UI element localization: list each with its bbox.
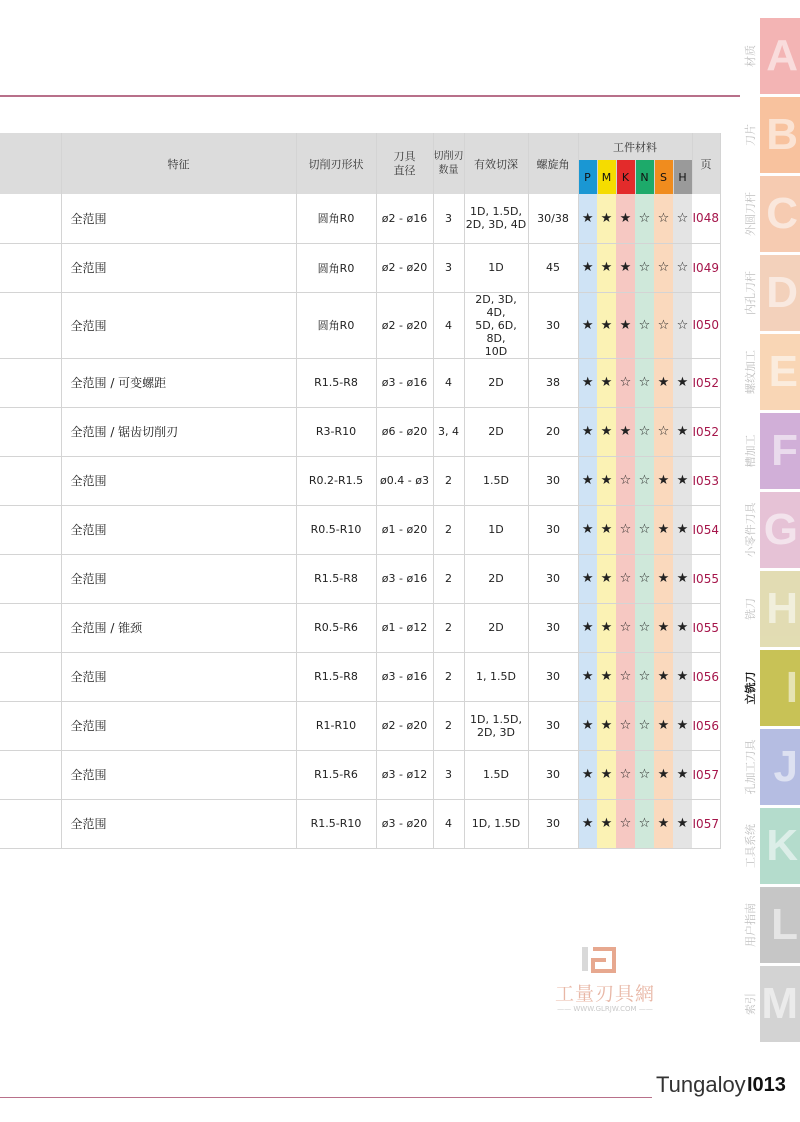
depth-cell: 1.5D	[464, 456, 528, 505]
tab-letter: K	[766, 821, 798, 870]
tool-dia-cell: ø3 - ø20	[376, 799, 433, 848]
tab-letter: M	[761, 979, 798, 1028]
flutes-cell: 4	[433, 292, 464, 358]
rating-h-star-icon: ★	[673, 358, 692, 407]
rating-n-star-icon: ☆	[635, 701, 654, 750]
depth-cell: 2D	[464, 554, 528, 603]
edge-shape-cell: R0.5-R10	[296, 505, 376, 554]
row-blank-cell	[0, 358, 61, 407]
row-blank-cell	[0, 407, 61, 456]
helix-cell: 30/38	[528, 194, 578, 243]
rating-p-star-icon: ★	[578, 505, 597, 554]
tab-letter: G	[763, 505, 798, 554]
table-row	[0, 292, 720, 358]
section-tab-j[interactable]	[744, 729, 800, 805]
tab-label: 立铣刀	[744, 671, 757, 705]
tab-label: 索引	[744, 993, 757, 1015]
depth-cell: 1D	[464, 243, 528, 292]
blank-header-cell	[0, 133, 61, 194]
flutes-cell: 4	[433, 799, 464, 848]
rating-s-star-icon: ★	[654, 554, 673, 603]
rating-n-star-icon: ☆	[635, 243, 654, 292]
flutes-cell: 2	[433, 652, 464, 701]
feature-cell: 全范围	[61, 194, 296, 243]
rating-k-star-icon: ☆	[616, 554, 635, 603]
helix-cell: 30	[528, 750, 578, 799]
table-row	[0, 701, 720, 750]
tool-dia-cell: ø3 - ø16	[376, 358, 433, 407]
rating-p-star-icon: ★	[578, 652, 597, 701]
rating-s-star-icon: ★	[654, 750, 673, 799]
edge-shape-cell: R3-R10	[296, 407, 376, 456]
feature-cell: 全范围 / 可变螺距	[61, 358, 296, 407]
rating-s-star-icon: ★	[654, 603, 673, 652]
rating-k-star-icon: ☆	[616, 358, 635, 407]
helix-cell: 30	[528, 701, 578, 750]
edge-shape-cell: R0.5-R6	[296, 603, 376, 652]
flutes-cell: 3	[433, 750, 464, 799]
rating-s-star-icon: ★	[654, 652, 673, 701]
helix-cell: 30	[528, 292, 578, 358]
tab-label: 内孔刀杆	[744, 271, 757, 315]
flutes-cell: 2	[433, 505, 464, 554]
rating-k-star-icon: ★	[616, 292, 635, 358]
footer-rule	[0, 1097, 652, 1098]
feature-cell: 全范围	[61, 750, 296, 799]
rating-k-star-icon: ★	[616, 243, 635, 292]
depth-cell: 1D	[464, 505, 528, 554]
helix-cell: 30	[528, 799, 578, 848]
flutes-cell: 2	[433, 701, 464, 750]
row-blank-cell	[0, 603, 61, 652]
tab-label: 工具系统	[744, 824, 757, 868]
rating-n-star-icon: ☆	[635, 750, 654, 799]
tool-dia-cell: ø2 - ø20	[376, 701, 433, 750]
feature-cell: 全范围	[61, 652, 296, 701]
feature-header: 特征	[61, 133, 296, 194]
rating-h-star-icon: ★	[673, 652, 692, 701]
rating-h-star-icon: ☆	[673, 243, 692, 292]
rating-k-star-icon: ☆	[616, 701, 635, 750]
flutes-cell: 2	[433, 603, 464, 652]
section-tab-b[interactable]	[744, 97, 800, 173]
feature-cell: 全范围	[61, 292, 296, 358]
rating-h-star-icon: ★	[673, 505, 692, 554]
feature-cell: 全范围 / 锯齿切削刃	[61, 407, 296, 456]
rating-p-star-icon: ★	[578, 407, 597, 456]
flutes-cell: 2	[433, 554, 464, 603]
edge-shape-cell: 圆角R0	[296, 292, 376, 358]
depth-cell: 1, 1.5D	[464, 652, 528, 701]
edge-shape-cell: R1.5-R8	[296, 358, 376, 407]
tab-label: 外圆刀杆	[744, 192, 757, 236]
section-tab-g[interactable]	[744, 492, 800, 568]
page-ref-link[interactable]: I052	[692, 407, 720, 456]
rating-n-star-icon: ☆	[635, 292, 654, 358]
depth-cell: 1D, 1.5D	[464, 799, 528, 848]
tab-letter: H	[766, 584, 798, 633]
tool-dia-cell: ø6 - ø20	[376, 407, 433, 456]
feature-cell: 全范围 / 锥颈	[61, 603, 296, 652]
rating-p-star-icon: ★	[578, 750, 597, 799]
rating-m-star-icon: ★	[597, 652, 616, 701]
tool-dia-header: 刀具 直径	[376, 133, 433, 194]
edge-shape-cell: R1.5-R10	[296, 799, 376, 848]
tab-letter: C	[766, 189, 798, 238]
rating-s-star-icon: ☆	[654, 194, 673, 243]
rating-m-star-icon: ★	[597, 701, 616, 750]
rating-k-star-icon: ☆	[616, 603, 635, 652]
tab-letter: E	[768, 347, 798, 396]
table-row	[0, 603, 720, 652]
rating-m-star-icon: ★	[597, 603, 616, 652]
tool-dia-cell: ø0.4 - ø3	[376, 456, 433, 505]
rating-h-star-icon: ★	[673, 750, 692, 799]
rating-k-star-icon: ☆	[616, 652, 635, 701]
table-row	[0, 505, 720, 554]
depth-cell: 1.5D	[464, 750, 528, 799]
table-row	[0, 358, 720, 407]
depth-header: 有效切深	[464, 133, 528, 194]
tab-label: 小零件刀具	[744, 502, 757, 558]
helix-cell: 38	[528, 358, 578, 407]
rating-n-star-icon: ☆	[635, 603, 654, 652]
rating-s-star-icon: ☆	[654, 292, 673, 358]
tool-dia-cell: ø3 - ø16	[376, 652, 433, 701]
rating-p-star-icon: ★	[578, 456, 597, 505]
section-tab-c[interactable]	[744, 176, 800, 252]
row-blank-cell	[0, 292, 61, 358]
page-ref-link[interactable]: I050	[692, 292, 720, 358]
rating-p-star-icon: ★	[578, 292, 597, 358]
tab-letter: F	[771, 426, 798, 475]
rating-m-star-icon: ★	[597, 750, 616, 799]
watermark	[535, 945, 675, 1025]
section-tab-d[interactable]	[744, 255, 800, 331]
rating-m-star-icon: ★	[597, 358, 616, 407]
rating-n-star-icon: ☆	[635, 554, 654, 603]
edge-shape-cell: R0.2-R1.5	[296, 456, 376, 505]
rating-s-star-icon: ★	[654, 456, 673, 505]
row-blank-cell	[0, 243, 61, 292]
edge-shape-header: 切削刃形状	[296, 133, 376, 194]
section-tab-i[interactable]	[744, 650, 800, 726]
edge-shape-cell: R1-R10	[296, 701, 376, 750]
rating-h-star-icon: ★	[673, 603, 692, 652]
helix-cell: 45	[528, 243, 578, 292]
feature-cell: 全范围	[61, 701, 296, 750]
table-row	[0, 243, 720, 292]
rating-p-star-icon: ★	[578, 554, 597, 603]
watermark-url: —— WWW.GLRJW.COM ——	[557, 1005, 653, 1013]
rating-m-star-icon: ★	[597, 554, 616, 603]
page-ref-link[interactable]: I057	[692, 799, 720, 848]
flutes-cell: 3, 4	[433, 407, 464, 456]
rating-m-star-icon: ★	[597, 407, 616, 456]
rating-s-star-icon: ★	[654, 701, 673, 750]
depth-cell: 2D	[464, 358, 528, 407]
feature-cell: 全范围	[61, 243, 296, 292]
flutes-cell: 3	[433, 243, 464, 292]
tab-label: 用户指南	[744, 903, 757, 947]
depth-cell: 1D, 1.5D, 2D, 3D, 4D	[464, 194, 528, 243]
rating-n-star-icon: ☆	[635, 194, 654, 243]
rating-m-star-icon: ★	[597, 243, 616, 292]
rating-n-star-icon: ☆	[635, 799, 654, 848]
tool-dia-cell: ø2 - ø20	[376, 243, 433, 292]
tab-label: 孔加工刀具	[744, 739, 757, 795]
rating-k-star-icon: ☆	[616, 799, 635, 848]
section-tab-l[interactable]	[744, 887, 800, 963]
section-tab-a[interactable]	[744, 18, 800, 94]
edge-shape-cell: R1.5-R8	[296, 652, 376, 701]
page-ref-link[interactable]: I052	[692, 358, 720, 407]
table-row	[0, 799, 720, 848]
table-row	[0, 554, 720, 603]
table-row	[0, 750, 720, 799]
feature-cell: 全范围	[61, 456, 296, 505]
rating-n-star-icon: ☆	[635, 358, 654, 407]
page-ref-link[interactable]: I049	[692, 243, 720, 292]
depth-cell: 2D	[464, 407, 528, 456]
table-row	[0, 194, 720, 243]
section-tab-f[interactable]	[744, 413, 800, 489]
page-ref-link[interactable]: I055	[692, 603, 720, 652]
rating-h-star-icon: ☆	[673, 292, 692, 358]
edge-shape-cell: 圆角R0	[296, 243, 376, 292]
page-ref-link[interactable]: I056	[692, 652, 720, 701]
watermark-logo-icon	[580, 945, 620, 975]
flutes-header: 切削刃 数量	[433, 133, 464, 194]
tool-dia-cell: ø1 - ø20	[376, 505, 433, 554]
tab-letter: L	[771, 900, 798, 949]
material-h-header: H	[673, 160, 692, 194]
feature-cell: 全范围	[61, 505, 296, 554]
flutes-cell: 4	[433, 358, 464, 407]
rating-n-star-icon: ☆	[635, 407, 654, 456]
row-blank-cell	[0, 456, 61, 505]
material-n-header: N	[635, 160, 654, 194]
section-tab-e[interactable]	[744, 334, 800, 410]
material-m-header: M	[597, 160, 616, 194]
material-p-header: P	[578, 160, 597, 194]
tab-label: 槽加工	[744, 434, 757, 468]
tab-label: 材质	[744, 45, 757, 67]
rating-p-star-icon: ★	[578, 194, 597, 243]
tab-letter: I	[785, 663, 798, 712]
row-blank-cell	[0, 554, 61, 603]
tool-dia-cell: ø3 - ø12	[376, 750, 433, 799]
rating-m-star-icon: ★	[597, 456, 616, 505]
tool-dia-cell: ø2 - ø16	[376, 194, 433, 243]
material-s-header: S	[654, 160, 673, 194]
rating-s-star-icon: ★	[654, 799, 673, 848]
rating-h-star-icon: ★	[673, 456, 692, 505]
page-ref-link[interactable]: I057	[692, 750, 720, 799]
rating-n-star-icon: ☆	[635, 652, 654, 701]
helix-header: 螺旋角	[528, 133, 578, 194]
section-tab-h[interactable]	[744, 571, 800, 647]
table-row	[0, 407, 720, 456]
page-header: 页	[692, 133, 720, 194]
tab-letter: J	[773, 742, 798, 791]
rating-s-star-icon: ☆	[654, 407, 673, 456]
row-blank-cell	[0, 505, 61, 554]
rating-k-star-icon: ☆	[616, 505, 635, 554]
endmill-spec-table	[0, 133, 721, 849]
rating-n-star-icon: ☆	[635, 456, 654, 505]
page-ref-link[interactable]: I055	[692, 554, 720, 603]
rating-m-star-icon: ★	[597, 505, 616, 554]
rating-m-star-icon: ★	[597, 292, 616, 358]
depth-cell: 2D, 3D, 4D, 5D, 6D, 8D, 10D	[464, 292, 528, 358]
tool-dia-cell: ø1 - ø12	[376, 603, 433, 652]
helix-cell: 30	[528, 652, 578, 701]
rating-m-star-icon: ★	[597, 799, 616, 848]
feature-cell: 全范围	[61, 554, 296, 603]
tool-dia-cell: ø2 - ø20	[376, 292, 433, 358]
helix-cell: 30	[528, 603, 578, 652]
page-ref-link[interactable]: I056	[692, 701, 720, 750]
helix-cell: 30	[528, 505, 578, 554]
header-rule	[0, 95, 740, 97]
table-row	[0, 652, 720, 701]
feature-cell: 全范围	[61, 799, 296, 848]
tab-letter: A	[766, 31, 798, 80]
material-k-header: K	[616, 160, 635, 194]
rating-m-star-icon: ★	[597, 194, 616, 243]
page-ref-link[interactable]: I048	[692, 194, 720, 243]
rating-p-star-icon: ★	[578, 799, 597, 848]
table-row	[0, 456, 720, 505]
depth-cell: 1D, 1.5D, 2D, 3D	[464, 701, 528, 750]
row-blank-cell	[0, 799, 61, 848]
rating-s-star-icon: ☆	[654, 243, 673, 292]
helix-cell: 20	[528, 407, 578, 456]
depth-cell: 2D	[464, 603, 528, 652]
rating-h-star-icon: ★	[673, 799, 692, 848]
row-blank-cell	[0, 194, 61, 243]
page-ref-link[interactable]: I054	[692, 505, 720, 554]
watermark-text: 工量刃具網	[554, 983, 655, 1005]
helix-cell: 30	[528, 554, 578, 603]
row-blank-cell	[0, 701, 61, 750]
rating-s-star-icon: ★	[654, 358, 673, 407]
rating-h-star-icon: ★	[673, 407, 692, 456]
tab-label: 铣刀	[744, 598, 757, 620]
tab-letter: D	[766, 268, 798, 317]
rating-n-star-icon: ☆	[635, 505, 654, 554]
tab-label: 螺纹加工	[744, 350, 757, 394]
tab-letter: B	[766, 110, 798, 159]
rating-s-star-icon: ★	[654, 505, 673, 554]
edge-shape-cell: 圆角R0	[296, 194, 376, 243]
rating-k-star-icon: ☆	[616, 750, 635, 799]
rating-p-star-icon: ★	[578, 243, 597, 292]
section-tab-k[interactable]	[744, 808, 800, 884]
rating-k-star-icon: ★	[616, 407, 635, 456]
rating-p-star-icon: ★	[578, 358, 597, 407]
brand-name: Tungaloy	[656, 1072, 746, 1097]
flutes-cell: 2	[433, 456, 464, 505]
helix-cell: 30	[528, 456, 578, 505]
rating-h-star-icon: ☆	[673, 194, 692, 243]
tab-label: 刀片	[744, 124, 757, 146]
edge-shape-cell: R1.5-R6	[296, 750, 376, 799]
rating-p-star-icon: ★	[578, 603, 597, 652]
rating-h-star-icon: ★	[673, 554, 692, 603]
rating-h-star-icon: ★	[673, 701, 692, 750]
section-tab-m[interactable]	[744, 966, 800, 1042]
tool-dia-cell: ø3 - ø16	[376, 554, 433, 603]
row-blank-cell	[0, 750, 61, 799]
page-ref-link[interactable]: I053	[692, 456, 720, 505]
edge-shape-cell: R1.5-R8	[296, 554, 376, 603]
materials-header: 工件材料	[578, 133, 692, 160]
row-blank-cell	[0, 652, 61, 701]
rating-k-star-icon: ★	[616, 194, 635, 243]
flutes-cell: 3	[433, 194, 464, 243]
rating-k-star-icon: ☆	[616, 456, 635, 505]
page-number: I013	[747, 1074, 786, 1096]
rating-p-star-icon: ★	[578, 701, 597, 750]
